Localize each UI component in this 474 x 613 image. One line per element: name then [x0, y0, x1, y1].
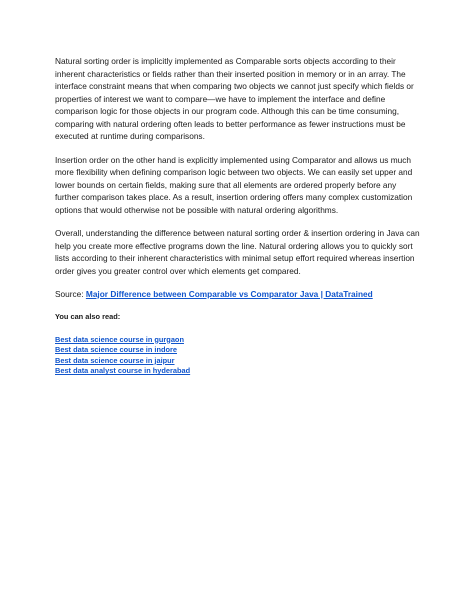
source-line [55, 288, 421, 301]
also-read-heading: You can also read: [55, 311, 121, 321]
paragraph-natural-sorting: Natural sorting order is implicitly implemented as Comparable sorts objects according to their inherent characteristics or fields rather than their inserted position in memory or in an array. The interface constraint means that when comparing two objects we cannot just specify which fields or properties of interest we want to compare—we have to implement the interface and define comparison logic for those objects in our program code. Although this can be time consuming, comparing with natural ordering often leads to better performance as fewer instructions must be executed at runtime during comparisons. [55, 56, 414, 141]
link-indore-course[interactable]: Best data science course in indore [55, 345, 177, 355]
also-read-links [55, 335, 421, 377]
link-hyderabad-course[interactable]: Best data analyst course in hyderabad [55, 366, 191, 376]
link-gurgaon-course[interactable]: Best data science course in gurgaon [55, 334, 184, 344]
link-jaipur-course[interactable]: Best data science course in jaipur [55, 355, 175, 365]
source-prefix: Source: [55, 289, 86, 299]
source-link[interactable]: Major Difference between Comparable vs Comparator Java | DataTrained [85, 289, 373, 299]
paragraph-insertion-order: Insertion order on the other hand is explicitly implemented using Comparator and allows us much more flexibility when defining comparison logic between two objects. We can easily set upper and lower bounds on certain fields, making sure that all elements are ordered properly before any further comparison takes place. As a result, insertion ordering offers many complex customization options that would otherwise not be possible with natural ordering algorithms. [55, 154, 413, 215]
paragraph-overall: Overall, understanding the difference between natural sorting order & insertion ordering in Java can help you create more effective programs down the line. Natural ordering allows you to quickly sort lists according to their inherent characteristics with minimal setup effort required whereas insertion order gives you greater control over which elements get compared. [55, 228, 420, 276]
document-body [55, 55, 421, 377]
